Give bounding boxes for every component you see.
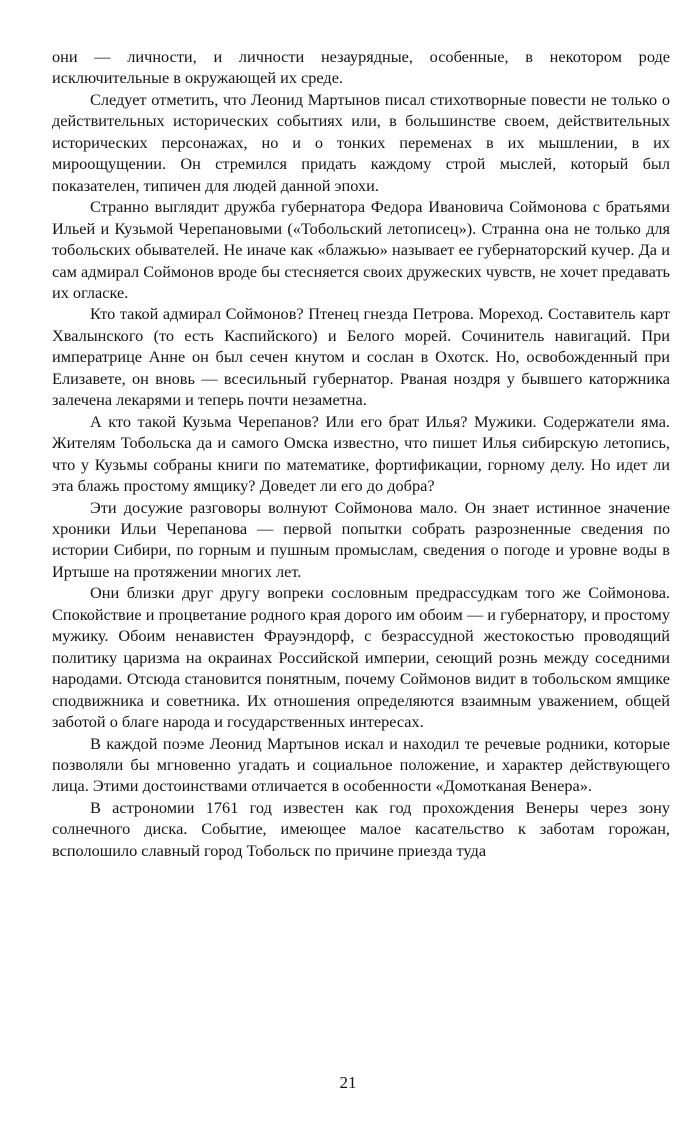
paragraph-1: они — личности, и личности незаурядные, особенные, в некотором роде исключительные в окружающей их среде. [52, 47, 670, 88]
paragraph-4: Кто такой адмирал Соймонов? Птенец гнезда Петрова. Мореход. Составитель карт Хвалынского (то есть Каспийского) и Белого морей. Сочинитель навигаций. При императрице Анне он был сечен кнутом и сослан в Охотск. Но, освобожденный при Елизавете, он вновь — всесильный губернатор. Рваная ноздря у бывшего каторжника залечена лекарями и теперь почти незаметна. [52, 304, 670, 410]
page-number: 21 [339, 1073, 357, 1092]
paragraph-2: Следует отметить, что Леонид Мартынов писал стихотворные повести не только о действительных исторических событиях или, в большинстве своем, действительных исторических персонажах, но и о тонких переменах в их мышлении, в их мироощущении. Он стремился придать каждому строй мыслей, который был показателен, типичен для людей данной эпохи. [52, 89, 670, 195]
paragraph-8: В каждой поэме Леонид Мартынов искал и находил те речевые родники, которые позволяли бы мгновенно угадать и социальное положение, и характер действующего лица. Этими достоинствами отличается в особенности «Домотканая Венера». [52, 733, 670, 796]
paragraph-3: Странно выглядит дружба губернатора Федора Ивановича Соймонова с братьями Ильей и Кузьмой Черепановыми («Тобольский летописец»). Странна она не только для тобольских обывателей. Не иначе как «блажью» называет ее губернаторский кучер. Да и сам адмирал Соймонов вроде бы стесняется своих дружеских чувств, не хочет предавать их огласке. [52, 197, 670, 302]
paragraph-5: А кто такой Кузьма Черепанов? Или его брат Илья? Мужики. Содержатели яма. Жителям Тобольска да и самого Омска известно, что пишет Илья сибирскую летопись, что у Кузьмы собраны книги по математике, фортификации, горному делу. Но идет ли эта блажь простому ямщику? Доведет ли его до добра? [52, 411, 670, 496]
paragraph-7: Они близки друг другу вопреки сословным предрассудкам того же Соймонова. Спокойствие и процветание родного края дорого им обоим — и губернатору, и простому мужику. Обоим ненавистен Фрауэндорф, с безрассудной жестокостью проводящий политику царизма на окраинах Российской империи, сеющий рознь между соседними народами. Отсюда становится понятным, почему Соймонов видит в тобольском ямщике сподвижника и советника. Их отношения определяются взаимным уважением, общей заботой о благе народа и государственных интересах. [52, 583, 670, 732]
paragraph-6: Эти досужие разговоры волнуют Соймонова мало. Он знает истинное значение хроники Ильи Черепанова — первой попытки собрать разрозненные сведения по истории Сибири, по горным и пушным промыслам, сведения о погоде и уровне воды в Иртыше на протяжении многих лет. [52, 497, 670, 581]
page-text [52, 46, 670, 861]
paragraph-9: В астрономии 1761 год известен как год прохождения Венеры через зону солнечного диска. Событие, имеющее малое касательство к заботам горожан, всполошило славный город Тобольск по причине приезда туда [52, 797, 670, 860]
